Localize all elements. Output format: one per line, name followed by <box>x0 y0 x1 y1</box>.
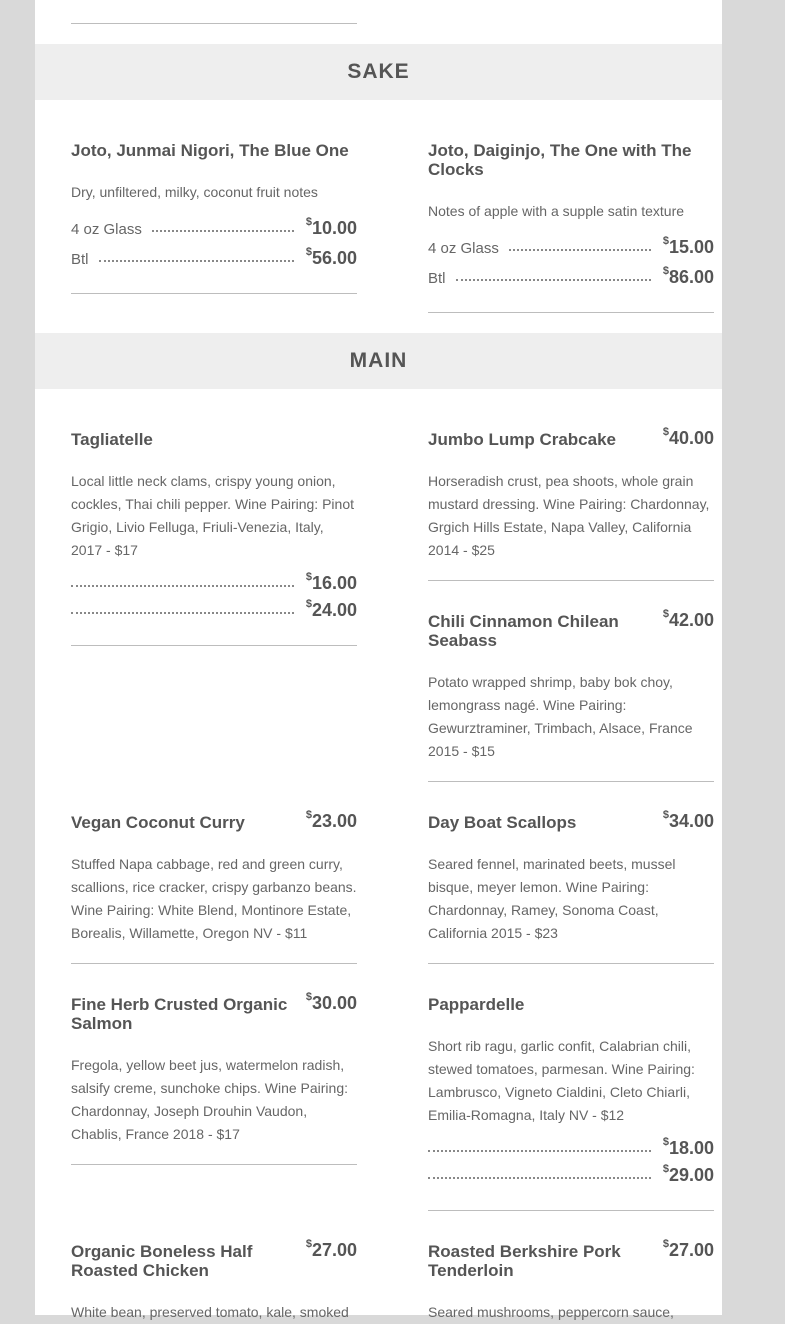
item-name: Joto, Daiginjo, The One with The Clocks <box>428 141 692 179</box>
item-description: Notes of apple with a supple satin texture <box>428 203 685 219</box>
leader-dots <box>428 1166 651 1179</box>
leader-dots <box>71 574 294 587</box>
item-divider <box>428 312 714 313</box>
item-name: Fine Herb Crusted Organic Salmon <box>71 995 288 1033</box>
item-name: Joto, Junmai Nigori, The Blue One <box>71 141 349 160</box>
item-price: $42.00 <box>662 608 714 630</box>
price-row <box>71 573 357 595</box>
item-divider <box>71 1164 357 1165</box>
item-name: Day Boat Scallops <box>428 813 577 832</box>
price-row <box>71 218 357 240</box>
section-title: SAKE <box>347 60 410 83</box>
item-divider <box>428 580 714 581</box>
item-description: Short rib ragu, garlic confit, Calabrian chili, stewed tomatoes, parmesan. Wine Pairing: Lambrusco, Vigneto Cialdini, Cleto Chiarli, Emilia-Romagna, Italy NV - $12 <box>428 1038 695 1123</box>
item-description: Local little neck clams, crispy young onion, cockles, Thai chili pepper. Wine Pairing: Pinot Grigio, Livio Felluga, Friuli-Venezia, Italy, 2017 - $17 <box>71 473 354 558</box>
item-description: Horseradish crust, pea shoots, whole grain mustard dressing. Wine Pairing: Chardonnay, Grgich Hills Estate, Napa Valley, California 2014 - $25 <box>428 473 710 558</box>
menu-item <box>428 995 714 1185</box>
menu-item <box>71 430 357 620</box>
menu-item <box>71 1238 357 1324</box>
menu-item <box>428 1238 714 1324</box>
menu-item <box>428 426 714 562</box>
row-price: $18.00 <box>662 1136 714 1158</box>
item-divider <box>428 1210 714 1211</box>
price-row <box>71 248 357 270</box>
item-name: Vegan Coconut Curry <box>71 813 245 832</box>
item-divider <box>428 781 714 782</box>
item-divider <box>71 963 357 964</box>
menu-item <box>71 991 357 1146</box>
price-row <box>71 600 357 622</box>
item-price: $23.00 <box>305 809 357 831</box>
item-description: Seared mushrooms, peppercorn sauce, <box>428 1304 674 1320</box>
item-price: $27.00 <box>305 1238 357 1260</box>
item-divider <box>428 963 714 964</box>
price-row <box>428 237 714 259</box>
row-price: $29.00 <box>662 1163 714 1185</box>
menu-item <box>71 809 357 945</box>
item-divider <box>71 23 357 24</box>
item-price: $30.00 <box>305 991 357 1013</box>
item-name: Chili Cinnamon Chilean Seabass <box>428 612 619 650</box>
section-header-sake <box>35 44 722 100</box>
item-price: $40.00 <box>662 426 714 448</box>
row-price: $56.00 <box>305 246 357 268</box>
row-price: $86.00 <box>662 265 714 287</box>
item-description: White bean, preserved tomato, kale, smoked <box>71 1304 349 1320</box>
serving-label: Btl <box>71 251 89 268</box>
row-price: $15.00 <box>662 235 714 257</box>
menu-page <box>15 0 770 1320</box>
item-divider <box>71 645 357 646</box>
item-price: $34.00 <box>662 809 714 831</box>
menu-item <box>71 141 357 268</box>
menu-item <box>428 809 714 945</box>
price-row <box>428 1165 714 1187</box>
item-description: Fregola, yellow beet jus, watermelon radish, salsify creme, sunchoke chips. Wine Pairing: Chardonnay, Joseph Drouhin Vaudon, Chablis, France 2018 - $17 <box>71 1057 348 1142</box>
item-price: $27.00 <box>662 1238 714 1260</box>
price-row <box>428 267 714 289</box>
row-price: $16.00 <box>305 571 357 593</box>
item-description: Stuffed Napa cabbage, red and green curry, scallions, rice cracker, crispy garbanzo beans. Wine Pairing: White Blend, Montinore Estate, Borealis, Willamette, Oregon NV - $11 <box>71 856 357 941</box>
item-name: Roasted Berkshire Pork Tenderloin <box>428 1242 621 1280</box>
row-price: $10.00 <box>305 216 357 238</box>
item-divider <box>71 293 357 294</box>
item-description: Seared fennel, marinated beets, mussel bisque, meyer lemon. Wine Pairing: Chardonnay, Ramey, Sonoma Coast, California 2015 - $23 <box>428 856 676 941</box>
leader-dots <box>71 601 294 614</box>
leader-dots <box>152 219 294 232</box>
previous-section-card <box>35 0 722 44</box>
leader-dots <box>428 1139 651 1152</box>
item-name: Tagliatelle <box>71 430 153 449</box>
row-price: $24.00 <box>305 598 357 620</box>
serving-label: 4 oz Glass <box>428 240 499 257</box>
serving-label: Btl <box>428 270 446 287</box>
menu-item <box>428 141 714 287</box>
leader-dots <box>99 249 294 262</box>
item-name: Organic Boneless Half Roasted Chicken <box>71 1242 253 1280</box>
menu-item <box>428 608 714 763</box>
item-description: Potato wrapped shrimp, baby bok choy, lemongrass nagé. Wine Pairing: Gewurztraminer, Trimbach, Alsace, France 2015 - $15 <box>428 674 693 759</box>
item-name: Jumbo Lump Crabcake <box>428 430 616 449</box>
leader-dots <box>456 268 651 281</box>
leader-dots <box>509 238 651 251</box>
price-row <box>428 1138 714 1160</box>
section-title: MAIN <box>349 349 408 372</box>
item-name: Pappardelle <box>428 995 525 1014</box>
section-header-main <box>35 333 722 389</box>
item-description: Dry, unfiltered, milky, coconut fruit notes <box>71 184 318 200</box>
serving-label: 4 oz Glass <box>71 221 142 238</box>
